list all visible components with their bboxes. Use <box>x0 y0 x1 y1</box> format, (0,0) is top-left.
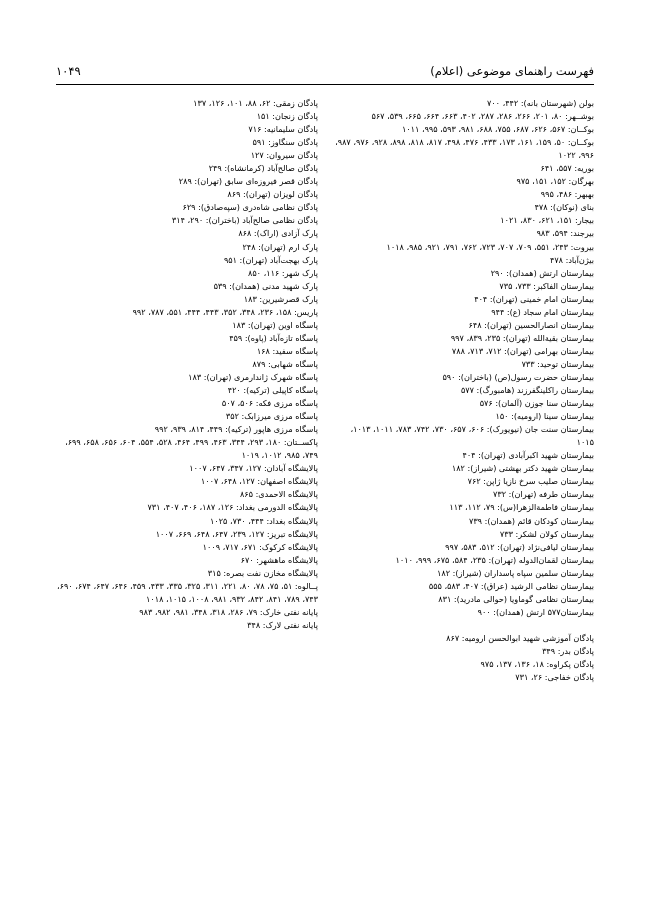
page-title: فهرست راهنمای موضوعی (اعلام) <box>430 64 594 78</box>
index-entry: بیمارستان بهرامی (تهران): ۷۱۲، ۷۱۳، ۷۸۸ <box>451 345 594 356</box>
index-entry: بیمارستان شهید اکبرآبادی (تهران): ۴۰۴ <box>462 450 594 461</box>
index-entry: بیمارستان شهید دکتر بهشتی (شیراز): ۱۸۲ <box>451 463 594 474</box>
index-entry: پادگان سیروان: ۱۲۷ <box>250 150 318 161</box>
index-entry: پاریس: ۱۵۸، ۲۳۶، ۳۴۸، ۳۵۲، ۴۴۳، ۴۴۴، ۵۵۱، ۷۸۷، ۹۹۲ <box>132 306 318 317</box>
index-entry: پالایشگاه ماهشهر: ۶۷۰ <box>240 554 318 565</box>
entry-separator <box>332 619 594 632</box>
column-left <box>56 97 318 684</box>
index-columns <box>56 97 594 684</box>
index-entry: بوکــان: ۵۶۷، ۶۲۶، ۶۸۷، ۷۵۵، ۶۸۸، ۹۸۱، ۵۹۳، ۹۹۵، ۱۰۱۱ <box>401 124 594 135</box>
index-entry: بهبهر: ۴۸۶، ۹۹۵ <box>540 189 594 200</box>
index-entry: پارک ارم (تهران): ۲۴۸ <box>242 241 318 252</box>
index-entry: پادگان سنگاوز: ۵۹۱ <box>252 137 318 148</box>
index-entry: پادگان لویزان (تهران): ۸۶۹ <box>227 189 318 200</box>
index-entry: پالایشگاه آبادان: ۱۲۷، ۳۴۷، ۶۴۷، ۱۰۰۷ <box>189 463 318 474</box>
index-entry: پارک آزادی (اراک): ۸۶۸ <box>238 228 318 239</box>
index-entry: پاکســتان: ۱۸۰، ۲۹۳، ۳۴۴، ۴۶۳، ۴۹۹، ۴۶۴، ۵۲۸، ۵۵۴، ۶۰۴، ۶۵۶، ۶۵۸، ۶۹۹، ۷۴۹، ۹۸۵، ۱۰۱۲، ۱۰۱۹ <box>65 437 318 461</box>
index-entry: بیژن‌آباد: ۴۷۸ <box>549 254 594 265</box>
index-entry: پادگان نظامی صالح‌آباد (باختران): ۲۹۰، ۳۱۴ <box>171 215 318 226</box>
page-header <box>56 64 594 85</box>
index-entry: پایانه نفتی خارک: ۷۹، ۲۸۶، ۳۱۸، ۳۴۸، ۹۸۱، ۹۸۲، ۹۸۳ <box>139 606 318 617</box>
index-entry: پالایشگاه کرکوک: ۶۷۱، ۷۱۷، ۱۰۰۹ <box>202 541 318 552</box>
index-entry: پاسگاه اوین (تهران): ۱۸۳ <box>232 319 318 330</box>
index-entry: پالایشگاه مخازن نفت بصره: ۳۱۵ <box>207 567 318 578</box>
index-entry: پادگان سلیمانیه: ۷۱۶ <box>248 124 318 135</box>
index-entry: بیمارستان سلمین سپاه پاسداران (شیراز): ۱۸۲ <box>437 567 594 578</box>
index-entry: پارک شهید مدنی (همدان): ۵۳۹ <box>213 280 318 291</box>
index-entry: بوشــهر: ۸۰، ۲۰۱، ۲۶۶، ۲۸۶، ۲۸۷، ۴۰۲، ۶۶۳، ۶۶۴، ۶۶۵، ۵۳۹، ۵۶۷ <box>371 111 594 122</box>
index-entry: پالایشگاه الدورمی بغداد: ۱۲۶، ۱۸۷، ۴۰۶، ۴۰۷، ۷۳۱ <box>147 502 318 513</box>
index-entry: پادگان نظامی شاه‌دری (سپه‌صادق): ۶۲۹ <box>182 202 318 213</box>
index-entry: بیمارستان امام خمینی (تهران): ۴۰۴ <box>474 293 594 304</box>
index-entry: پاسگاه مرزی فکه: ۵۰۶، ۵۰۷ <box>221 398 318 409</box>
index-entry: بیمارستان انصارالحسین (تهران): ۶۴۸ <box>468 319 594 330</box>
index-entry: پادگان خفاجی: ۲۶، ۷۳۱ <box>515 672 594 683</box>
index-entry: پالایشگاه بغداد: ۴۴۴، ۷۳۰، ۱۰۲۵ <box>210 515 318 526</box>
index-entry: پاسگاه مرزی هاپور (ترکیه): ۴۴۹، ۸۱۴، ۹۳۹، ۹۹۲ <box>154 424 318 435</box>
index-entry: پالایشگاه تبریز: ۱۲۷، ۲۳۹، ۶۴۷، ۶۴۸، ۶۶۹، ۱۰۰۷ <box>155 528 318 539</box>
index-entry: بیمارستان۵۷۷ ارتش (همدان): ۹۰۰ <box>477 606 594 617</box>
index-entry: پاسگاه شهرک ژاندارمری (تهران): ۱۸۳ <box>188 371 318 382</box>
index-entry: بیمارستان بقیةالله (تهران): ۲۳۵، ۸۳۹، ۹۹۷ <box>450 332 594 343</box>
index-entry: بیمارستان سنت جان (نیویورک): ۶۰۶، ۶۵۷، ۷۳۰، ۷۴۲، ۷۸۳، ۱۰۱۱، ۱۰۱۳، ۱۰۱۵ <box>350 424 594 448</box>
index-entry: پاسگاه سفید: ۱۶۸ <box>256 345 318 356</box>
column-right <box>332 97 594 684</box>
index-entry: پادگان زمقی: ۶۲، ۸۸، ۱۰۱، ۱۲۶، ۱۳۷ <box>193 98 318 108</box>
index-entry: بیمارستان سینا (ارومیه): ۱۵۰ <box>495 411 594 422</box>
index-entry: پارک بهجت‌آباد (تهران): ۹۵۱ <box>223 254 318 265</box>
index-entry: بیمارستان طرفه (تهران): ۷۳۲ <box>493 489 594 500</box>
index-entry: بیمارستان ارتش (همدان): ۲۹۰ <box>490 267 594 278</box>
index-entry: پاسگاه کاپیلی (ترکیه): ۴۲۰ <box>227 385 318 396</box>
index-entry: پــالوه: ۵۱، ۷۵، ۷۸، ۸۰، ۲۲۱، ۳۱۱، ۳۲۵، ۳۳۵، ۴۳۳، ۴۵۹، ۶۴۶، ۶۴۷، ۶۷۴، ۶۹۰، ۷۴۳، ۷۸۹، ۸۴۱، ۸۴۲، ۹۳۲، ۹۸۱، ۱۰۰۸، ۱۰۱۵، ۱۰۱۸ <box>57 580 318 604</box>
index-entry: بیمارستان الفاکبر: ۷۳۳، ۷۳۵ <box>499 280 594 291</box>
index-entry: پارک قصرشیرین: ۱۸۳ <box>243 293 318 304</box>
index-entry: بنای (نوکان): ۴۷۸ <box>534 202 594 213</box>
index-entry: پادگان بدر: ۳۴۹ <box>542 645 594 656</box>
index-entry: پالایشگاه الاحمدی: ۸۶۵ <box>239 489 318 500</box>
index-entry: پادگان صالح‌آباد (کرمانشاه): ۲۴۹ <box>208 163 318 174</box>
index-entry: پالایشگاه اصفهان: ۱۲۷، ۶۴۸، ۱۰۰۷ <box>200 476 318 487</box>
page-number: ۱۰۴۹ <box>56 64 81 78</box>
index-entry: بیمارستان راکلینگفرزند (هامبورگ): ۵۷۷ <box>460 385 594 396</box>
index-entry: پارک شهر: ۱۱۶، ۸۵۰ <box>247 267 318 278</box>
index-entry: بیمارستان حضرت رسول(ص) (باختران): ۵۹۰ <box>442 371 594 382</box>
index-entry: پاسگاه مرزی میرزا‌بک: ۳۵۲ <box>225 411 318 422</box>
index-entry: بیمارستان نظامی گوماویا (حوالی مادرید): ۸۳۱ <box>438 593 594 604</box>
index-entry: بیجار: ۱۵۱، ۶۲۱، ۸۳۰، ۱۰۲۱ <box>500 215 594 226</box>
index-entry: پادگان قصر فیروزه‌ای سابق (تهران): ۲۸۹ <box>178 176 318 187</box>
index-entry: بیمارستان صلیب سرخ نازیا ژاپن: ۷۶۲ <box>467 476 594 487</box>
index-entry: بولن (شهرستان بانه): ۴۴۲، ۷۰۰ <box>486 98 594 108</box>
index-entry: بیمارستان سنا جوزن (آلمان): ۵۷۶ <box>479 398 594 409</box>
index-entry: بوریه: ۵۵۷، ۶۴۱ <box>540 163 594 174</box>
index-entry: بیمارستان کودکان قائم (همدان): ۷۳۹ <box>468 515 594 526</box>
index-entry: بیمارستان نظامی الرشید (عراق): ۴۰۷، ۵۸۳، ۵۵۵ <box>428 580 594 591</box>
index-entry: بیمارستان کولان لشکر: ۷۳۳ <box>499 528 594 539</box>
index-entry: پاسگاه شهابی: ۸۷۹ <box>252 358 318 369</box>
index-entry: پایانه نفتی لارک: ۳۴۸ <box>247 619 318 630</box>
index-entry: بیمارستان لیافی‌نژاد (تهران): ۵۱۲، ۵۸۳، ۹۹۷ <box>445 541 594 552</box>
index-entry: بیرجند: ۵۹۴، ۹۸۳ <box>536 228 594 239</box>
index-entry: بیمارستان لقمان‌الدوله (تهران): ۲۳۵، ۵۸۴، ۶۷۵، ۹۹۹، ۱۰۱۰ <box>395 554 594 565</box>
index-entry: بیمارستان فاطمةالزهرا(س): ۷۹، ۱۱۲، ۱۱۳ <box>449 502 594 513</box>
index-entry: بوکــان: ۵۰، ۱۵۹، ۱۶۱، ۱۷۳، ۴۳۳، ۴۷۶، ۴۹۸، ۸۱۷، ۸۱۸، ۸۹۸، ۹۲۸، ۹۷۶، ۹۸۷، ۹۹۶، ۱۰۲۲ <box>335 137 594 161</box>
index-entry: پاسگاه تازه‌آباد (پاوه): ۴۵۹ <box>229 332 318 343</box>
index-entry: بیمارستان توحید: ۷۳۳ <box>521 358 594 369</box>
index-entry: پادگان پکراوه: ۱۸، ۱۳۶، ۱۳۷، ۹۷۵ <box>480 659 594 670</box>
index-entry: پادگان آموزشی شهید ابوالحسن ارومیه: ۸۶۷ <box>446 632 594 643</box>
index-entry: پادگان زنجان: ۱۵۱ <box>256 111 318 122</box>
index-entry: بیروت: ۲۴۳، ۵۵۱، ۷۰۹، ۷۰۷، ۷۲۳، ۷۶۲، ۷۹۱، ۹۲۱، ۹۸۵، ۱۰۱۸ <box>386 241 594 252</box>
index-entry: بیمارستان امام سجاد (ع): ۹۴۴ <box>491 306 594 317</box>
index-entry: بهرگان: ۱۵۲، ۱۵۱، ۹۷۵ <box>516 176 594 187</box>
